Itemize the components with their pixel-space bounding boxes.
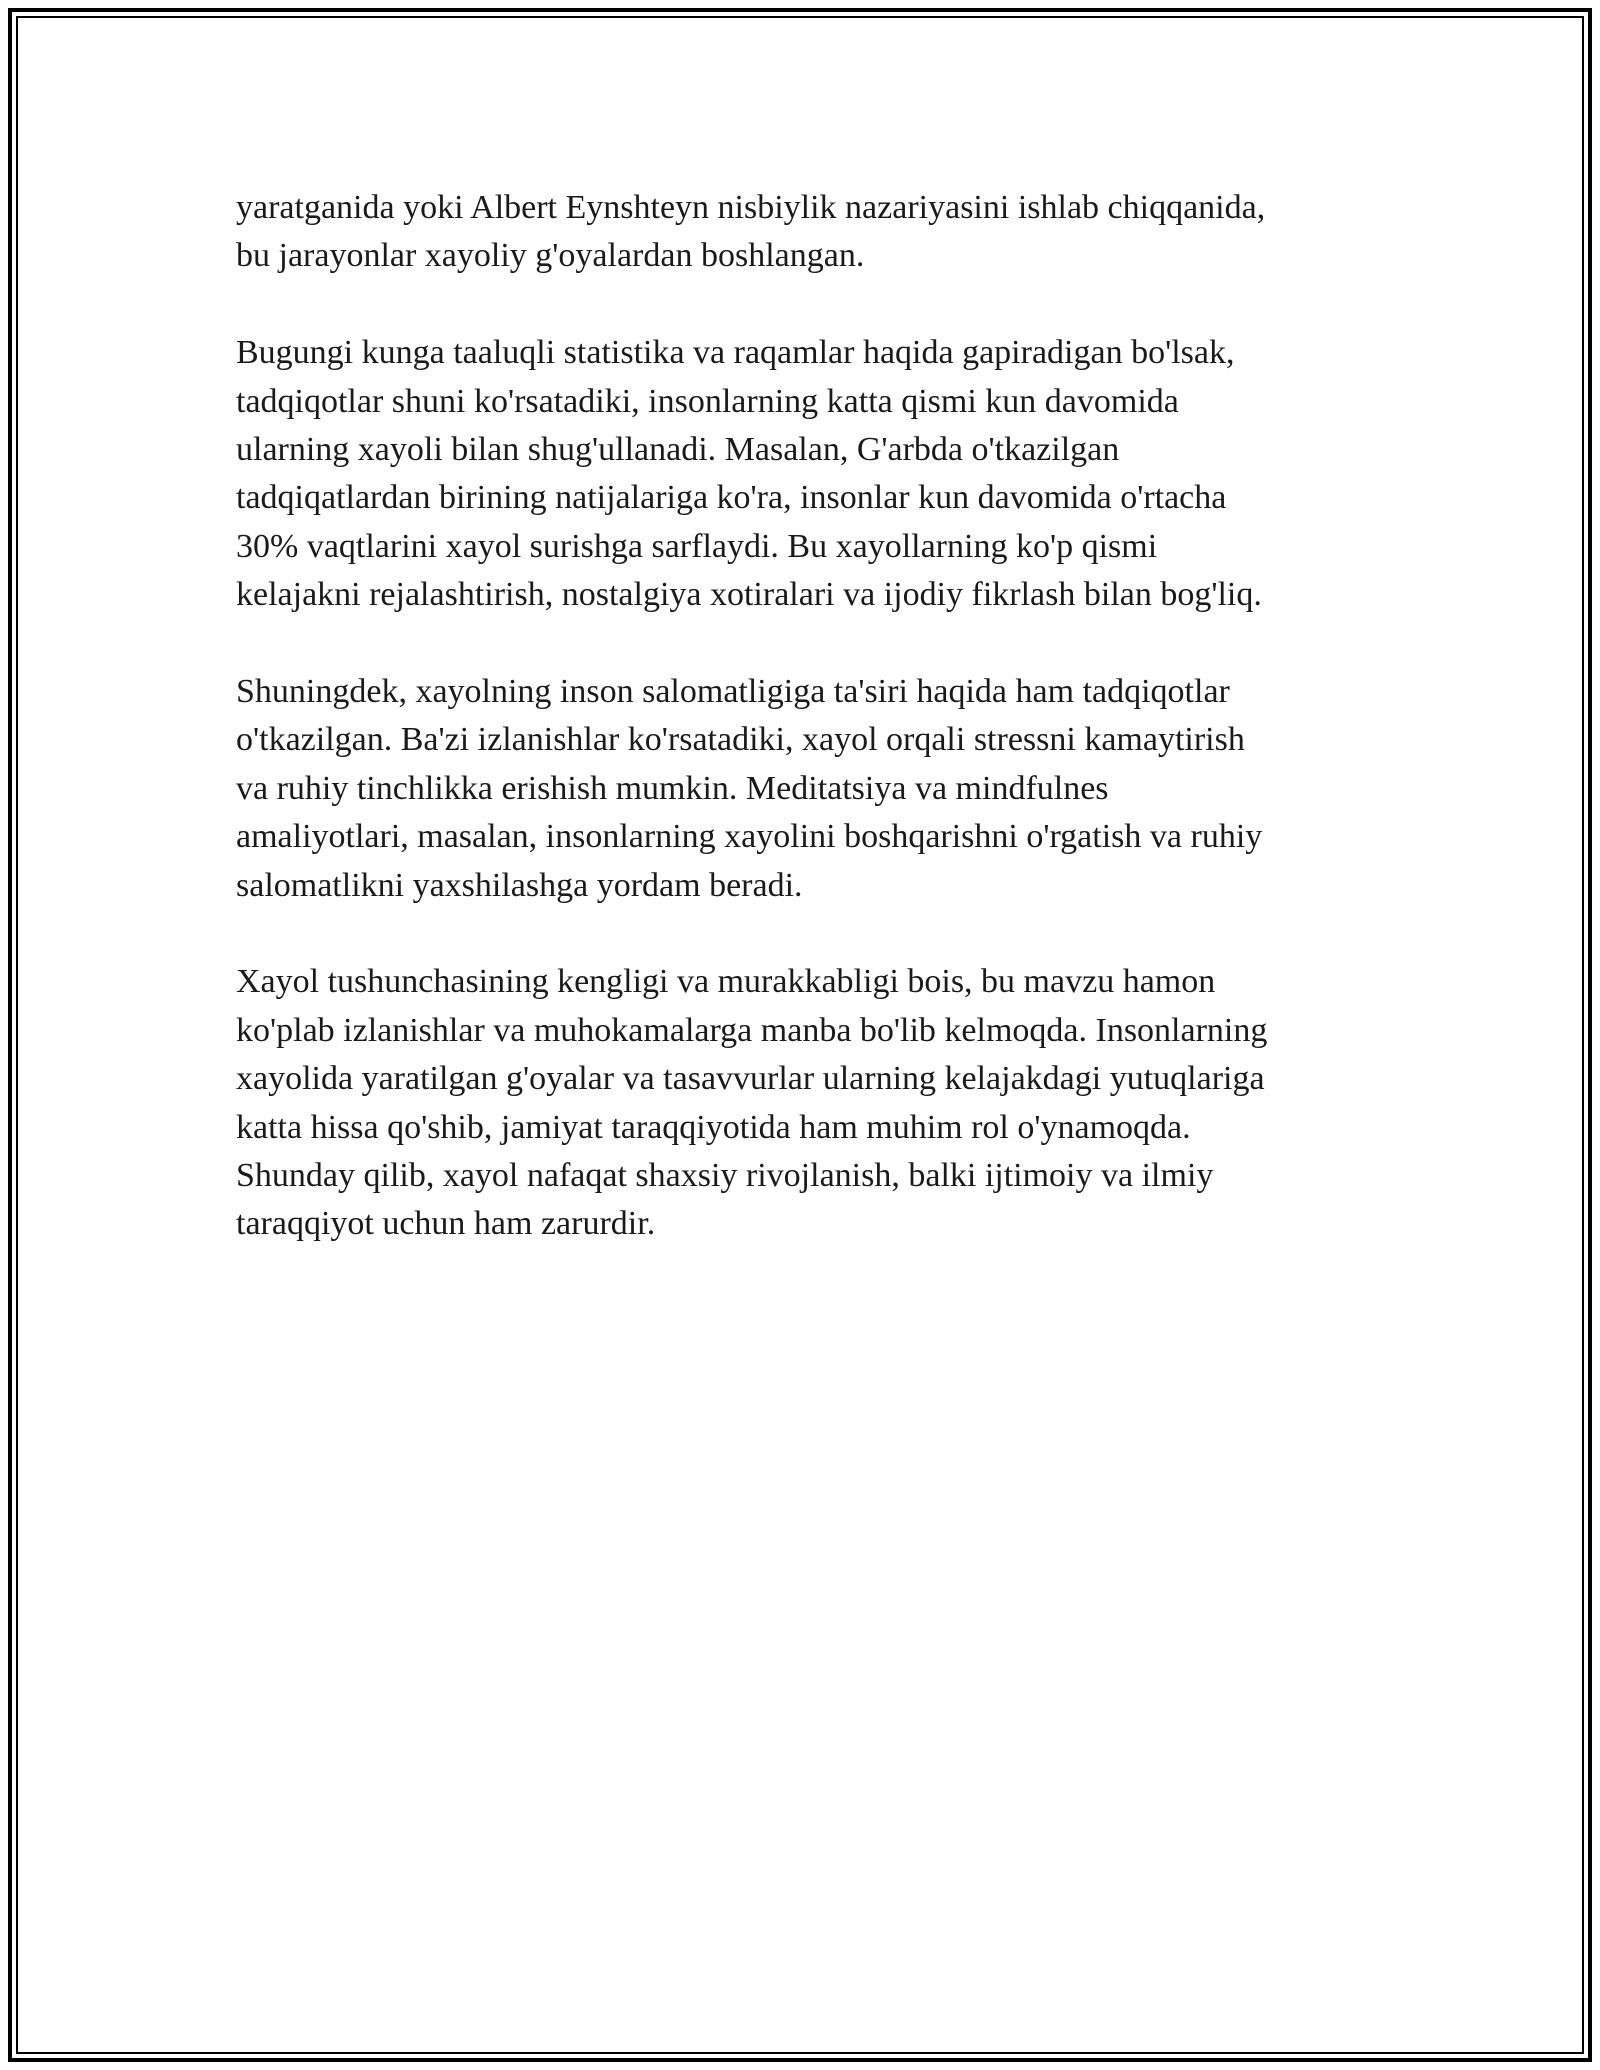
text-line: taraqqiyot uchun ham zarurdir. [236,1205,656,1243]
paragraph-1 [236,184,1366,281]
text-line: katta hissa qo'shib, jamiyat taraqqiyotida ham muhim rol o'ynamoqda. [236,1108,1191,1146]
paragraph-3 [236,668,1366,910]
text-line: tadqiqotlar shuni ko'rsatadiki, insonlarning katta qismi kun davomida [236,382,1179,420]
text-line: Shunday qilib, xayol nafaqat shaxsiy rivojlanish, balki ijtimoiy va ilmiy [236,1157,1214,1195]
text-line: 30% vaqtlarini xayol surishga sarflaydi. Bu xayollarning ko'p qismi [236,527,1158,565]
text-line: tadqiqatlardan birining natijalariga ko'ra, insonlar kun davomida o'rtacha [236,479,1227,517]
text-line: amaliyotlari, masalan, insonlarning xayolini boshqarishni o'rgatish va ruhiy [236,818,1263,856]
text-line: bu jarayonlar xayoliy g'oyalardan boshlangan. [236,237,865,275]
paragraph-4 [236,958,1366,1248]
paragraph-2 [236,329,1366,619]
text-line: va ruhiy tinchlikka erishish mumkin. Meditatsiya va mindfulnes [236,769,1109,807]
text-line: kelajakni rejalashtirish, nostalgiya xotiralari va ijodiy fikrlash bilan bog'liq. [236,576,1262,614]
text-line: o'tkazilgan. Ba'zi izlanishlar ko'rsatadiki, xayol orqali stressni kamaytirish [236,721,1245,759]
text-line: ko'plab izlanishlar va muhokamalarga manba bo'lib kelmoqda. Insonlarning [236,1011,1268,1049]
text-line: xayolida yaratilgan g'oyalar va tasavvurlar ularning kelajakdagi yutuqlariga [236,1060,1265,1098]
text-line: Xayol tushunchasining kengligi va murakkabligi bois, bu mavzu hamon [236,963,1216,1001]
text-line: Bugungi kunga taaluqli statistika va raqamlar haqida gapiradigan bo'lsak, [236,334,1235,372]
text-line: Shuningdek, xayolning inson salomatligiga ta'siri haqida ham tadqiqotlar [236,673,1230,711]
document-body [236,184,1366,1297]
text-line: salomatlikni yaxshilashga yordam beradi. [236,866,803,904]
text-line: ularning xayoli bilan shug'ullanadi. Masalan, G'arbda o'tkazilgan [236,431,1120,469]
text-line: yaratganida yoki Albert Eynshteyn nisbiylik nazariyasini ishlab chiqqanida, [236,189,1266,226]
